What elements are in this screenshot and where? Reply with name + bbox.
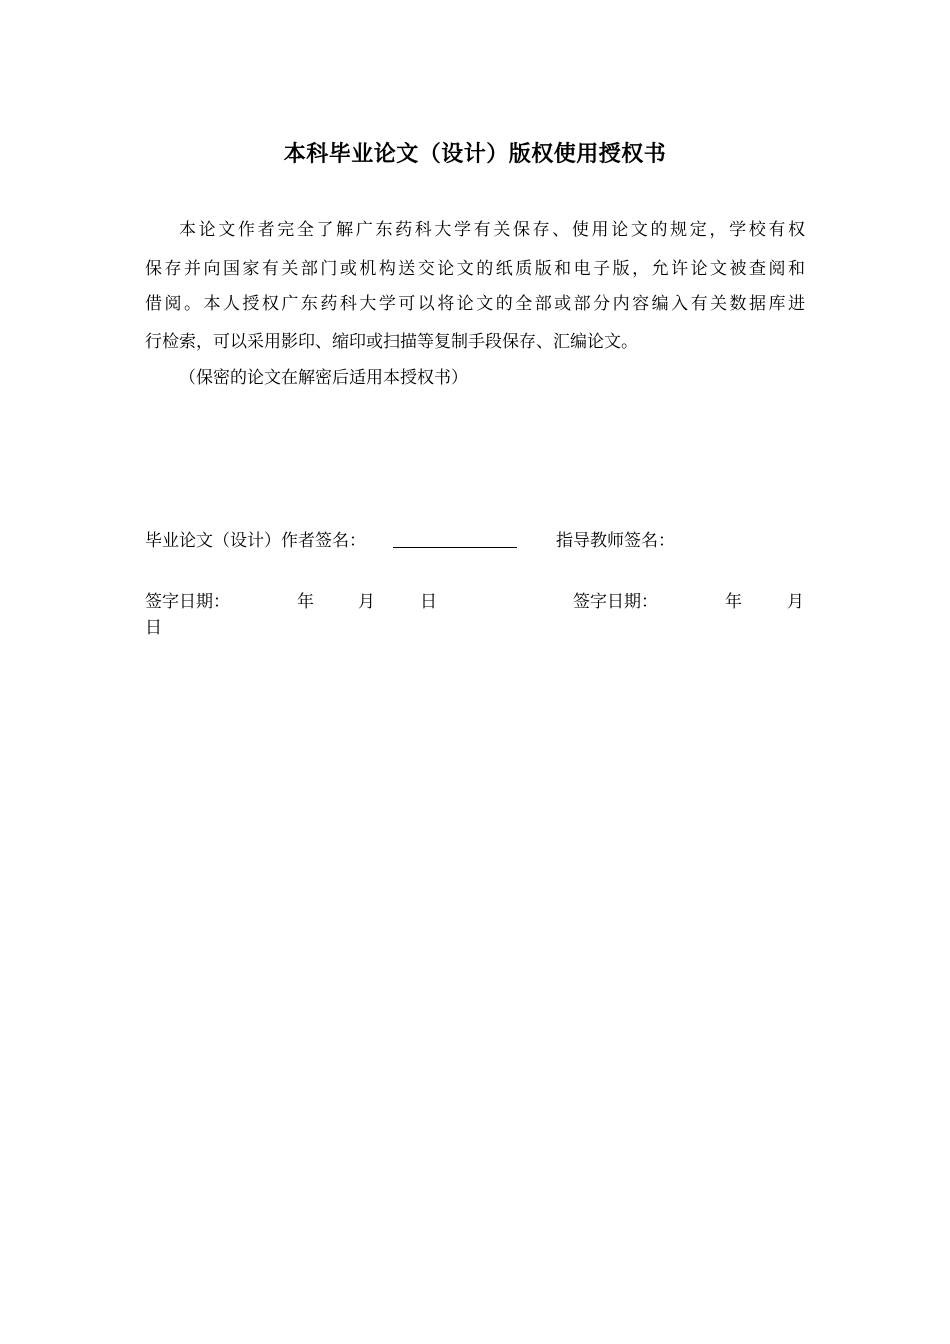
- author-signature-line[interactable]: [393, 547, 517, 548]
- paragraph-line-1: 本论文作者完全了解广东药科大学有关保存、使用论文的规定，学校有权: [179, 220, 805, 240]
- advisor-date-year: 年: [725, 592, 742, 612]
- advisor-date-label: 签字日期：: [573, 592, 658, 612]
- confidentiality-note: （保密的论文在解密后适用本授权书）: [179, 368, 468, 388]
- paragraph-line-2: 保存并向国家有关部门或机构送交论文的纸质版和电子版，允许论文被查阅和: [145, 259, 805, 279]
- author-date-year: 年: [297, 592, 314, 612]
- author-date-day: 日: [420, 592, 437, 612]
- author-signature-label: 毕业论文（设计）作者签名：: [145, 531, 366, 551]
- paragraph-line-4: 行检索，可以采用影印、缩印或扫描等复制手段保存、汇编论文。: [145, 332, 638, 352]
- document-title: 本科毕业论文（设计）版权使用授权书: [283, 142, 667, 167]
- paragraph-line-3: 借阅。本人授权广东药科大学可以将论文的全部或部分内容编入有关数据库进: [145, 294, 805, 314]
- author-date-month: 月: [358, 592, 375, 612]
- author-date-label: 签字日期：: [145, 592, 230, 612]
- advisor-date-month: 月: [787, 592, 804, 612]
- advisor-date-day: 日: [145, 618, 162, 638]
- advisor-signature-label: 指导教师签名：: [556, 531, 675, 551]
